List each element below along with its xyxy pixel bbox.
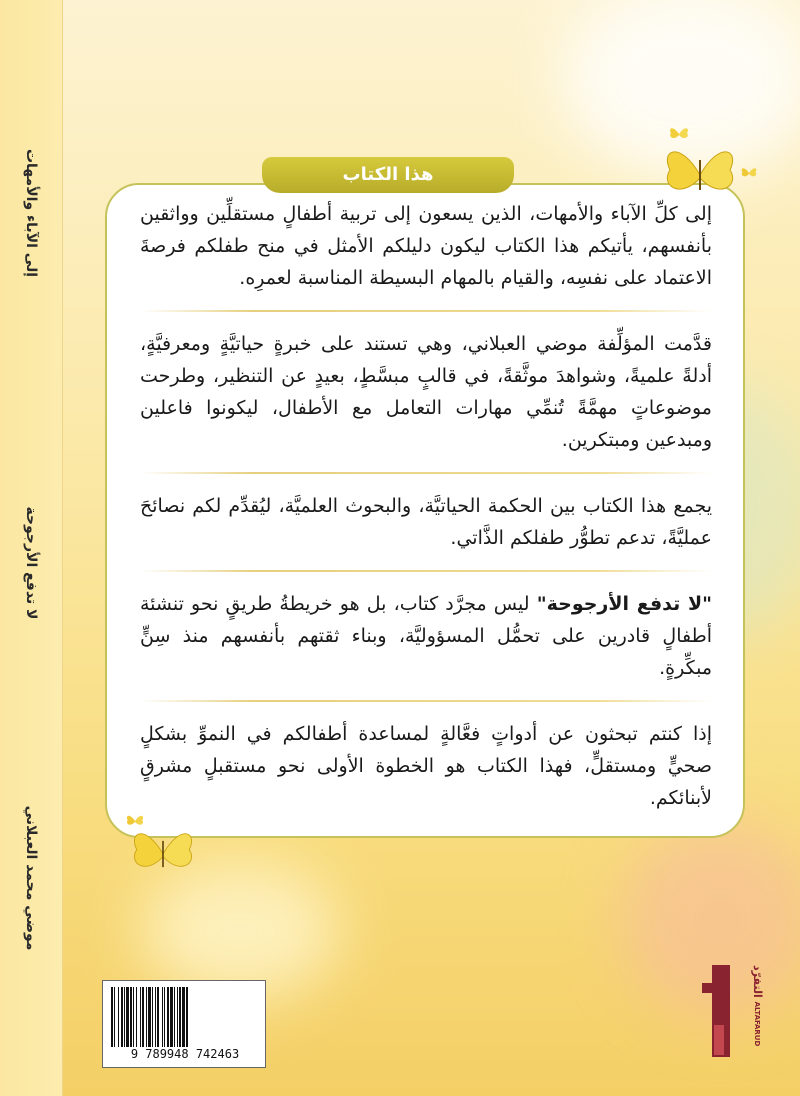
paragraph-3: يجمع هذا الكتاب بين الحكمة الحياتيَّة، والبحوث العلميَّة، ليُقدِّم لكم نصائحَ عمليَّةً، تدعم تطوُّر طفلكم الذَّاتي. xyxy=(140,495,712,549)
barcode-bar xyxy=(188,987,189,1047)
spine-title: لا تدفع الأرجوحة xyxy=(23,506,39,620)
divider xyxy=(140,570,712,572)
book-spine xyxy=(0,0,63,1096)
spine-author: موضي محمد العبلاني xyxy=(23,805,39,951)
paragraph-4 xyxy=(140,588,712,684)
barcode-bars xyxy=(111,987,259,1047)
paragraph-2: قدَّمت المؤلِّفة موضي العبلاني، وهي تستند على خبرةٍ حياتيَّةٍ ومعرفيَّةٍ، أدلةً علميةً، وشواهدَ موثَّقةً، في قالبٍ مبسَّطٍ، بعيدٍ عن التنظير، وطرحت موضوعاتٍ مهمَّةً تُنمِّي مهارات التعامل مع الأطفال، ليكونوا فاعلين ومبدعين ومبتكرين. xyxy=(140,333,712,451)
publisher-logo-icon xyxy=(700,965,740,1060)
divider xyxy=(140,472,712,474)
spine-top-text: إلى الآباء والأمهات xyxy=(23,148,39,278)
paragraph-1: إلى كلِّ الآباء والأمهات، الذين يسعون إلى تربية أطفالٍ مستقلِّين وواثقين بأنفسهم، يأتيكم هذا الكتاب ليكون دليلكم الأمثل في منح طفلكم فرصةَ الاعتماد على نفسِه، والقيام بالمهام البسيطة المناسبة لعمرِه. xyxy=(140,203,712,289)
divider xyxy=(140,700,712,702)
divider xyxy=(140,310,712,312)
publisher-name-en: ALTAFARUD xyxy=(753,1001,761,1047)
small-butterfly-icon xyxy=(740,165,758,181)
publisher-name xyxy=(744,965,764,1055)
publisher-name-ar: التفرّد xyxy=(751,965,764,998)
isbn-barcode xyxy=(102,980,266,1068)
small-butterfly-icon xyxy=(125,812,145,830)
small-butterfly-icon xyxy=(668,125,690,143)
quote-title: "لا تدفع الأرجوحة" xyxy=(536,593,713,615)
description-text xyxy=(140,198,712,814)
isbn-number: 9 789948 742463 xyxy=(130,1047,240,1061)
paragraph-4-body: ليس مجرَّد كتاب، بل هو خريطةُ طريقٍ نحو تنشئة أطفالٍ قادرين على تحمُّل المسؤوليَّة، وبناء ثقتهم بأنفسهم منذ سِنٍّ مبكِّرةٍ. xyxy=(140,593,712,679)
butterfly-icon xyxy=(660,140,740,210)
paragraph-5: إذا كنتم تبحثون عن أدواتٍ فعَّالةٍ لمساعدة أطفالكم في النموِّ بشكلٍ صحيٍّ ومستقلٍّ، فهذا الكتاب هو الخطوة الأولى نحو مستقبلٍ مشرقٍ لأبنائكم. xyxy=(140,723,712,809)
box-title: هذا الكتاب xyxy=(262,157,514,193)
